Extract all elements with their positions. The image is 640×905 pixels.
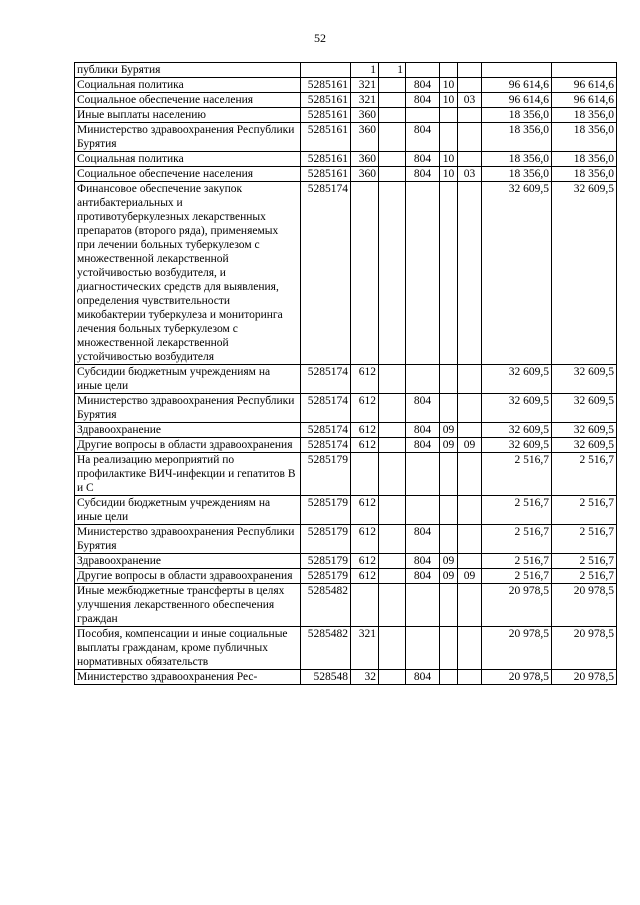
target-code: 5285174 (301, 182, 351, 365)
expense-type-code: 321 (351, 627, 379, 670)
amount-2: 20 978,5 (552, 627, 617, 670)
row-name: Субсидии бюджетным учреждениям на иные цели (75, 365, 301, 394)
department-code (406, 108, 440, 123)
department-code (406, 453, 440, 496)
expense-type-extra (379, 123, 406, 152)
table-row (75, 167, 617, 182)
section-code: 10 (440, 93, 458, 108)
target-code: 5285174 (301, 394, 351, 423)
amount-2: 18 356,0 (552, 123, 617, 152)
amount-1: 18 356,0 (482, 108, 552, 123)
expense-type-code: 321 (351, 93, 379, 108)
row-name: Другие вопросы в области здравоохранения (75, 569, 301, 584)
expense-type-code: 32 (351, 670, 379, 685)
row-name: Субсидии бюджетным учреждениям на иные цели (75, 496, 301, 525)
subsection-code (458, 584, 482, 627)
expense-type-extra (379, 569, 406, 584)
expense-type-extra (379, 394, 406, 423)
department-code (406, 63, 440, 78)
table-row (75, 394, 617, 423)
target-code: 5285161 (301, 152, 351, 167)
department-code: 804 (406, 554, 440, 569)
department-code (406, 627, 440, 670)
row-name: Иные выплаты населению (75, 108, 301, 123)
expense-type-code: 360 (351, 167, 379, 182)
expense-type-extra (379, 78, 406, 93)
expense-type-code: 612 (351, 394, 379, 423)
target-code: 5285161 (301, 93, 351, 108)
amount-1: 32 609,5 (482, 423, 552, 438)
section-code (440, 108, 458, 123)
section-code (440, 453, 458, 496)
amount-2: 32 609,5 (552, 423, 617, 438)
subsection-code (458, 182, 482, 365)
subsection-code (458, 627, 482, 670)
department-code (406, 584, 440, 627)
subsection-code (458, 78, 482, 93)
amount-1: 96 614,6 (482, 78, 552, 93)
subsection-code: 03 (458, 93, 482, 108)
amount-1: 32 609,5 (482, 438, 552, 453)
amount-1 (482, 63, 552, 78)
section-code: 09 (440, 569, 458, 584)
section-code: 09 (440, 438, 458, 453)
target-code: 528548 (301, 670, 351, 685)
amount-2: 96 614,6 (552, 78, 617, 93)
budget-table (74, 62, 617, 685)
section-code: 10 (440, 78, 458, 93)
expense-type-extra (379, 93, 406, 108)
amount-1: 32 609,5 (482, 182, 552, 365)
table-row (75, 182, 617, 365)
target-code: 5285482 (301, 584, 351, 627)
expense-type-extra (379, 182, 406, 365)
amount-2: 18 356,0 (552, 108, 617, 123)
subsection-code: 03 (458, 167, 482, 182)
amount-1: 20 978,5 (482, 670, 552, 685)
expense-type-extra (379, 554, 406, 569)
expense-type-code: 360 (351, 108, 379, 123)
amount-1: 18 356,0 (482, 152, 552, 167)
department-code: 804 (406, 78, 440, 93)
row-name: Министерство здравоохранения Республики Бурятия (75, 123, 301, 152)
table-row (75, 365, 617, 394)
row-name: На реализацию мероприятий по профилактике ВИЧ-инфекции и гепатитов В и С (75, 453, 301, 496)
target-code: 5285161 (301, 78, 351, 93)
section-code: 09 (440, 423, 458, 438)
subsection-code (458, 365, 482, 394)
target-code: 5285179 (301, 496, 351, 525)
department-code: 804 (406, 525, 440, 554)
expense-type-extra (379, 152, 406, 167)
expense-type-code: 612 (351, 569, 379, 584)
section-code (440, 525, 458, 554)
row-name: Социальное обеспечение населения (75, 93, 301, 108)
section-code (440, 394, 458, 423)
amount-1: 96 614,6 (482, 93, 552, 108)
department-code: 804 (406, 394, 440, 423)
table-row (75, 438, 617, 453)
row-name: Здравоохранение (75, 554, 301, 569)
subsection-code (458, 394, 482, 423)
department-code: 804 (406, 167, 440, 182)
table-row (75, 584, 617, 627)
table-row (75, 627, 617, 670)
department-code: 804 (406, 423, 440, 438)
row-name: Здравоохранение (75, 423, 301, 438)
table-row (75, 423, 617, 438)
department-code: 804 (406, 93, 440, 108)
amount-2: 96 614,6 (552, 93, 617, 108)
amount-1: 2 516,7 (482, 525, 552, 554)
expense-type-extra (379, 423, 406, 438)
section-code (440, 365, 458, 394)
department-code (406, 496, 440, 525)
department-code: 804 (406, 123, 440, 152)
amount-2: 2 516,7 (552, 569, 617, 584)
amount-2: 32 609,5 (552, 365, 617, 394)
expense-type-extra (379, 438, 406, 453)
row-name: Социальное обеспечение населения (75, 167, 301, 182)
amount-1: 20 978,5 (482, 627, 552, 670)
row-name: Министерство здравоохранения Республики Бурятия (75, 394, 301, 423)
expense-type-code: 612 (351, 496, 379, 525)
expense-type-code (351, 453, 379, 496)
subsection-code: 09 (458, 569, 482, 584)
amount-2: 18 356,0 (552, 152, 617, 167)
department-code: 804 (406, 670, 440, 685)
table-row (75, 108, 617, 123)
row-name: Министерство здравоохранения Рес- (75, 670, 301, 685)
expense-type-extra (379, 108, 406, 123)
row-name: Иные межбюджетные трансферты в целях улучшения лекарственного обеспечения граждан (75, 584, 301, 627)
subsection-code (458, 123, 482, 152)
table-row (75, 554, 617, 569)
target-code: 5285482 (301, 627, 351, 670)
target-code: 5285161 (301, 123, 351, 152)
section-code (440, 63, 458, 78)
amount-2: 32 609,5 (552, 438, 617, 453)
expense-type-code: 612 (351, 438, 379, 453)
section-code (440, 182, 458, 365)
expense-type-code: 360 (351, 123, 379, 152)
department-code: 804 (406, 152, 440, 167)
expense-type-code: 360 (351, 152, 379, 167)
section-code: 10 (440, 167, 458, 182)
expense-type-extra (379, 525, 406, 554)
section-code: 10 (440, 152, 458, 167)
amount-1: 18 356,0 (482, 123, 552, 152)
table-row (75, 63, 617, 78)
section-code (440, 123, 458, 152)
expense-type-extra: 1 (379, 63, 406, 78)
row-name: Другие вопросы в области здравоохранения (75, 438, 301, 453)
row-name: Социальная политика (75, 152, 301, 167)
expense-type-code (351, 182, 379, 365)
amount-1: 2 516,7 (482, 453, 552, 496)
amount-2: 2 516,7 (552, 554, 617, 569)
target-code: 5285179 (301, 453, 351, 496)
section-code (440, 496, 458, 525)
target-code: 5285174 (301, 365, 351, 394)
expense-type-extra (379, 453, 406, 496)
amount-2: 2 516,7 (552, 453, 617, 496)
target-code (301, 63, 351, 78)
subsection-code (458, 554, 482, 569)
amount-2: 2 516,7 (552, 496, 617, 525)
expense-type-extra (379, 167, 406, 182)
subsection-code (458, 423, 482, 438)
amount-1: 32 609,5 (482, 365, 552, 394)
row-name: Финансовое обеспечение закупок антибактериальных и противотуберкулезных лекарственных препаратов (второго ряда), применяемых при лечении больных туберкулезом с множественной лекарственной устойчивостью возбудителя, и диагностических средств для выявления, определения чувствительности микобактерии туберкулеза и мониторинга лечения больных туберкулезом с множественной лекарственной устойчивостью возбудителя (75, 182, 301, 365)
amount-2: 32 609,5 (552, 394, 617, 423)
department-code: 804 (406, 569, 440, 584)
subsection-code (458, 670, 482, 685)
amount-1: 18 356,0 (482, 167, 552, 182)
table-row (75, 152, 617, 167)
amount-1: 2 516,7 (482, 569, 552, 584)
page-number: 52 (314, 31, 326, 45)
subsection-code: 09 (458, 438, 482, 453)
amount-1: 32 609,5 (482, 394, 552, 423)
table-row (75, 525, 617, 554)
expense-type-code: 612 (351, 423, 379, 438)
target-code: 5285174 (301, 423, 351, 438)
expense-type-extra (379, 496, 406, 525)
subsection-code (458, 108, 482, 123)
subsection-code (458, 453, 482, 496)
section-code: 09 (440, 554, 458, 569)
amount-2: 20 978,5 (552, 584, 617, 627)
section-code (440, 670, 458, 685)
table-row (75, 78, 617, 93)
subsection-code (458, 152, 482, 167)
table-row (75, 123, 617, 152)
table-row (75, 93, 617, 108)
department-code (406, 182, 440, 365)
row-name: Социальная политика (75, 78, 301, 93)
amount-2: 32 609,5 (552, 182, 617, 365)
department-code: 804 (406, 438, 440, 453)
amount-2: 20 978,5 (552, 670, 617, 685)
table-row (75, 496, 617, 525)
subsection-code (458, 63, 482, 78)
expense-type-code: 612 (351, 525, 379, 554)
target-code: 5285179 (301, 525, 351, 554)
target-code: 5285179 (301, 569, 351, 584)
row-name: Министерство здравоохранения Республики Бурятия (75, 525, 301, 554)
subsection-code (458, 525, 482, 554)
amount-2 (552, 63, 617, 78)
amount-1: 2 516,7 (482, 496, 552, 525)
target-code: 5285161 (301, 108, 351, 123)
expense-type-code: 612 (351, 554, 379, 569)
expense-type-extra (379, 584, 406, 627)
row-name: публики Бурятия (75, 63, 301, 78)
expense-type-extra (379, 365, 406, 394)
expense-type-extra (379, 670, 406, 685)
row-name: Пособия, компенсации и иные социальные выплаты гражданам, кроме публичных нормативных обязательств (75, 627, 301, 670)
section-code (440, 627, 458, 670)
amount-1: 20 978,5 (482, 584, 552, 627)
target-code: 5285174 (301, 438, 351, 453)
expense-type-code (351, 584, 379, 627)
expense-type-code: 612 (351, 365, 379, 394)
table-row (75, 670, 617, 685)
table-row (75, 453, 617, 496)
expense-type-code: 1 (351, 63, 379, 78)
amount-2: 18 356,0 (552, 167, 617, 182)
subsection-code (458, 496, 482, 525)
table-row (75, 569, 617, 584)
expense-type-code: 321 (351, 78, 379, 93)
amount-1: 2 516,7 (482, 554, 552, 569)
target-code: 5285179 (301, 554, 351, 569)
target-code: 5285161 (301, 167, 351, 182)
section-code (440, 584, 458, 627)
department-code (406, 365, 440, 394)
expense-type-extra (379, 627, 406, 670)
amount-2: 2 516,7 (552, 525, 617, 554)
